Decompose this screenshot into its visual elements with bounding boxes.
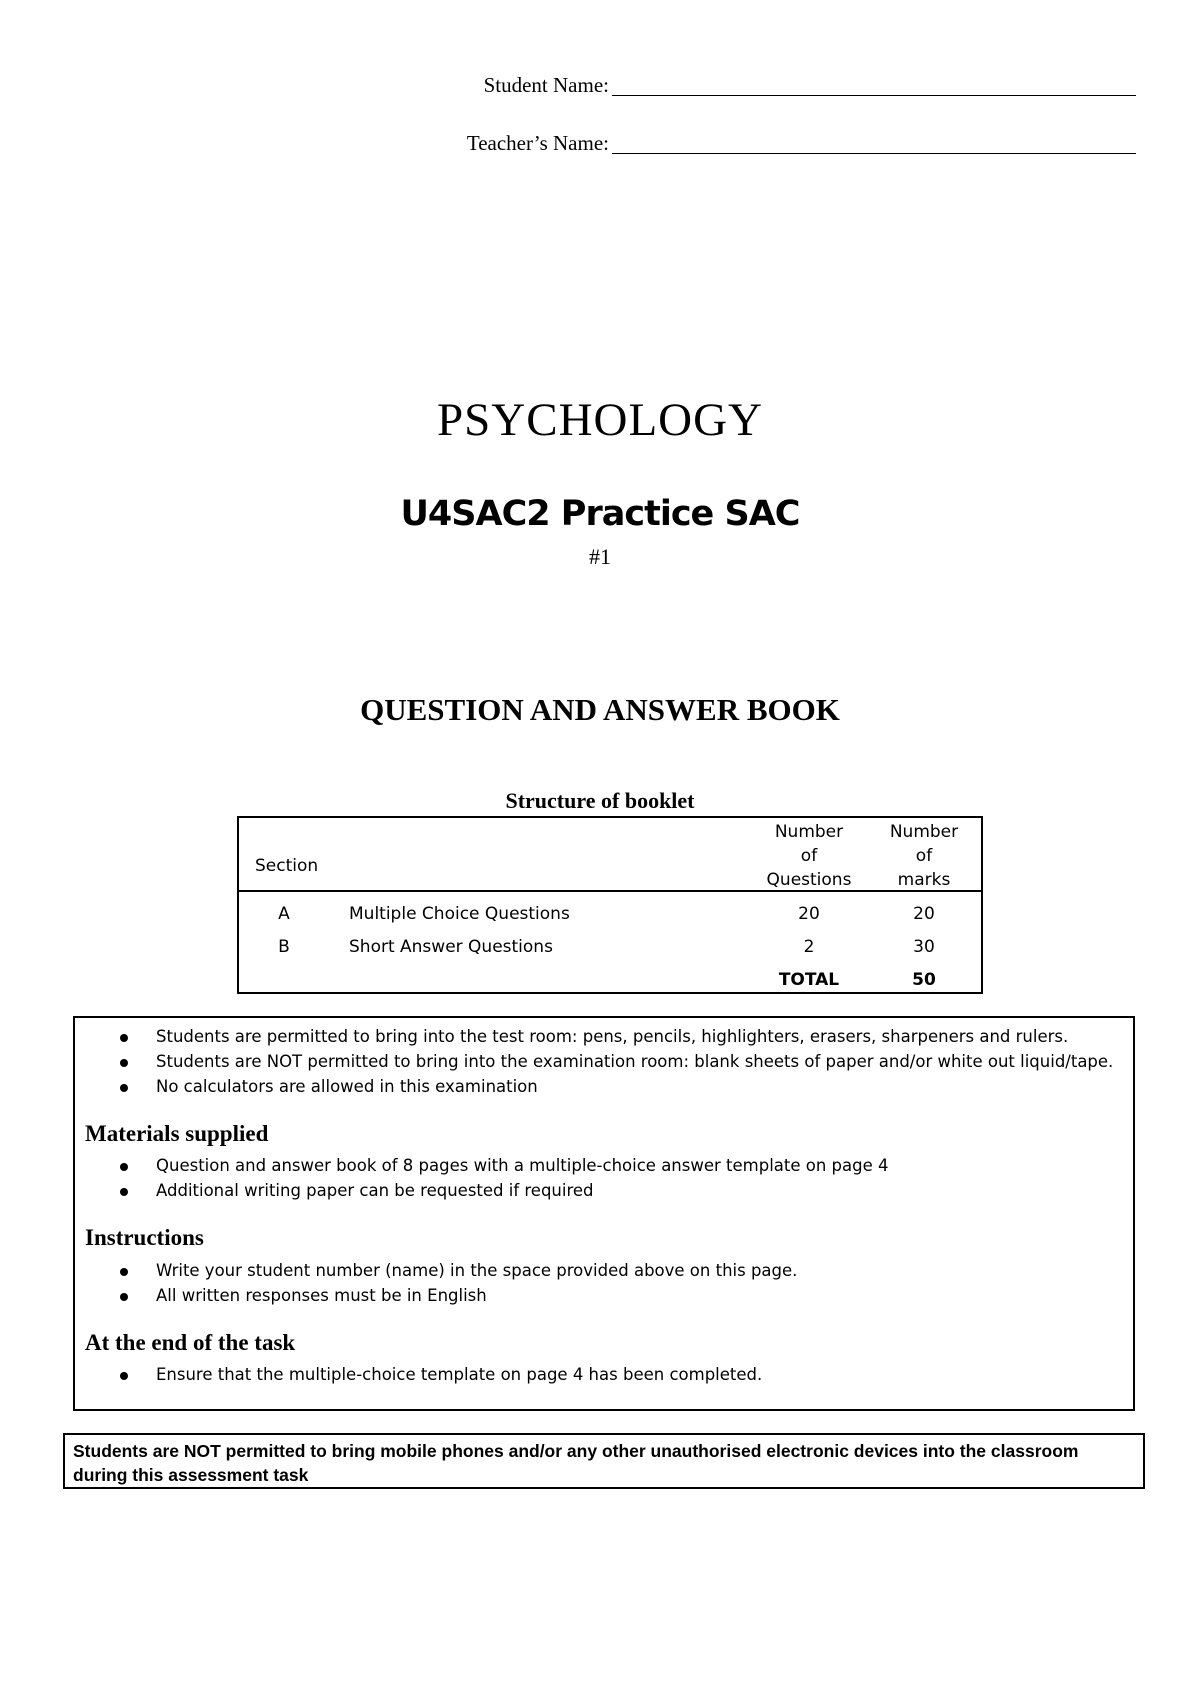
assessment-number: #1 — [589, 544, 611, 569]
bullet-icon — [120, 1372, 128, 1380]
table-divider — [239, 890, 981, 892]
header-section: Section — [255, 856, 319, 876]
row-b-description: Short Answer Questions — [349, 937, 553, 957]
structure-caption: Structure of booklet — [505, 788, 695, 813]
materials-bullet — [156, 1181, 594, 1200]
header-marks-line: Number — [889, 822, 959, 842]
row-b-questions: 2 — [803, 937, 815, 957]
header-number-of-questions — [759, 820, 859, 892]
end-of-task-bullet — [156, 1365, 762, 1384]
instructions-box — [73, 1016, 1135, 1411]
row-a-marks: 20 — [913, 904, 935, 924]
teacher-name-row — [0, 131, 1200, 161]
subject-title: PSYCHOLOGY — [437, 394, 763, 446]
assessment-title: U4SAC2 Practice SAC — [400, 494, 800, 534]
header-marks-line: of — [915, 846, 933, 866]
materials-bullet — [156, 1156, 889, 1175]
materials-heading: Materials supplied — [85, 1121, 269, 1146]
rules-bullet — [156, 1052, 1113, 1071]
bullet-icon — [120, 1268, 128, 1276]
bullet-text: No calculators are allowed in this examination — [156, 1077, 538, 1096]
rules-bullet — [156, 1077, 538, 1096]
bullet-text: Students are NOT permitted to bring into the examination room: blank sheets of paper and/or white out liquid/tape. — [156, 1052, 1114, 1071]
rules-bullet — [156, 1027, 1068, 1046]
instructions-bullet — [156, 1261, 797, 1280]
total-marks: 50 — [912, 970, 936, 990]
bullet-text: All written responses must be in English — [156, 1286, 487, 1305]
bullet-icon — [120, 1293, 128, 1301]
bullet-text: Ensure that the multiple-choice template on page 4 has been completed. — [156, 1365, 763, 1384]
student-name-field[interactable] — [612, 95, 1136, 96]
row-a-questions: 20 — [798, 904, 820, 924]
row-b-section: B — [278, 937, 290, 957]
bullet-text: Students are permitted to bring into the test room: pens, pencils, highlighters, erasers, sharpeners and rulers. — [156, 1027, 1069, 1046]
header-number-of-marks — [874, 820, 974, 892]
bullet-icon — [120, 1084, 128, 1092]
mobile-phone-warning: Students are NOT permitted to bring mobile phones and/or any other unauthorised electronic devices into the classroom during this assessment task — [63, 1433, 1145, 1489]
bullet-text: Additional writing paper can be requested if required — [156, 1181, 594, 1200]
header-questions-line: Questions — [766, 870, 852, 890]
structure-table — [237, 816, 983, 994]
book-title: QUESTION AND ANSWER BOOK — [360, 692, 840, 727]
header-questions-line: Number — [774, 822, 844, 842]
end-of-task-heading: At the end of the task — [85, 1330, 296, 1355]
total-label: TOTAL — [778, 970, 840, 990]
instructions-bullet — [156, 1286, 487, 1305]
bullet-icon — [120, 1163, 128, 1171]
header-marks-line: marks — [897, 870, 951, 890]
header-questions-line: of — [800, 846, 818, 866]
row-b-marks: 30 — [913, 937, 935, 957]
student-name-label: Student Name: — [483, 73, 609, 97]
bullet-text: Write your student number (name) in the space provided above on this page. — [156, 1261, 798, 1280]
row-a-description: Multiple Choice Questions — [349, 904, 570, 924]
student-name-row — [0, 73, 1200, 103]
bullet-text: Question and answer book of 8 pages with a multiple-choice answer template on page 4 — [156, 1156, 889, 1175]
bullet-icon — [120, 1059, 128, 1067]
teacher-name-field[interactable] — [612, 153, 1136, 154]
teacher-name-label: Teacher’s Name: — [466, 131, 609, 155]
instructions-heading: Instructions — [85, 1225, 204, 1250]
bullet-icon — [120, 1188, 128, 1196]
row-a-section: A — [278, 904, 290, 924]
bullet-icon — [120, 1034, 128, 1042]
